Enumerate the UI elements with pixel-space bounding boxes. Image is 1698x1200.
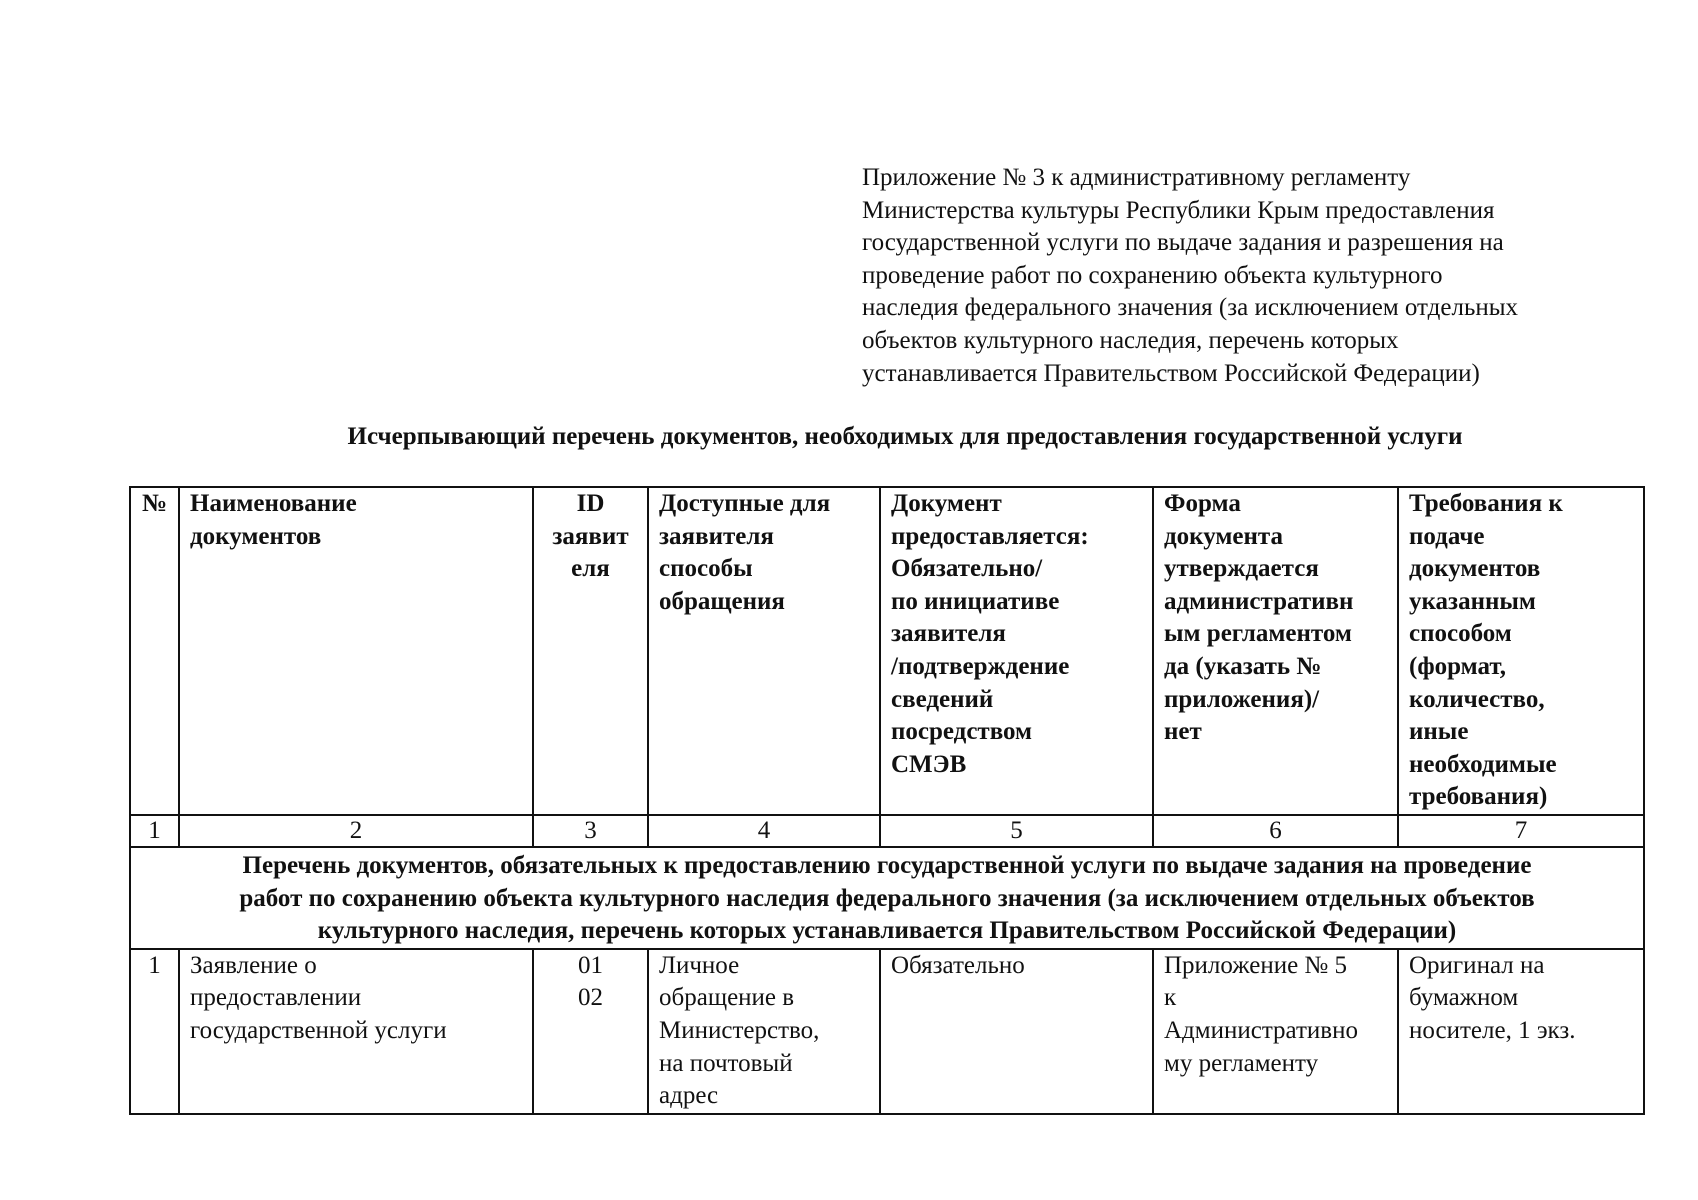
header-line: документа [1164,522,1283,550]
appendix-line: объектов культурного наследия, перечень которых [862,326,1399,354]
applicant-id-cell [533,949,648,1114]
section-title-row [130,847,1644,949]
header-line: Документ [891,490,1002,517]
section-title-line: Перечень документов, обязательных к предоставлению государственной услуги по выдаче задания на проведение [242,851,1532,879]
header-line: документов [1409,555,1541,583]
header-line: № [141,490,168,517]
header-line: Наименование [190,490,357,517]
header-row [130,487,1644,815]
header-line: обращения [659,587,785,615]
header-line: посредством [891,718,1033,746]
documents-table [129,486,1645,1115]
header-line: (формат, [1409,652,1507,680]
header-line: Требования к [1409,490,1563,517]
column-number: 3 [533,815,648,847]
document-name-line: государственной услуги [190,1016,447,1044]
header-line: да (указать № [1164,652,1322,680]
column-number: 4 [648,815,880,847]
column-number: 2 [179,815,533,847]
column-number: 6 [1153,815,1398,847]
header-line: необходимые [1409,750,1557,778]
header-cell-id [533,487,648,815]
requirements-cell [1398,949,1644,1114]
methods-line: адрес [659,1082,719,1110]
header-line: способы [659,555,753,583]
header-line: способом [1409,620,1512,648]
header-line: количество, [1409,685,1545,713]
appendix-line: Министерства культуры Республики Крым предоставления [862,196,1495,224]
document-title: Исчерпывающий перечень документов, необходимых для предоставления государственной услуги [347,423,1463,450]
header-cell-form [1153,487,1398,815]
header-line: ым регламентом [1164,620,1352,648]
section-title-line: работ по сохранению объекта культурного наследия федерального значения (за исключением отдельных объектов [239,884,1535,912]
provision-cell [880,949,1153,1114]
requirements-line: носителе, 1 экз. [1409,1016,1576,1044]
methods-line: Личное [659,951,740,979]
document-name-cell [179,949,533,1114]
header-line: заявителя [891,620,1006,648]
header-line: Доступные для [659,490,831,517]
form-line: Приложение № 5 [1164,951,1348,979]
header-line: административн [1164,587,1354,615]
provision-line: Обязательно [891,951,1025,979]
form-line: му регламенту [1164,1049,1319,1077]
header-line: документов [190,522,322,550]
applicant-id: 02 [578,984,603,1012]
header-line: сведений [891,685,994,713]
table-row [130,949,1644,1114]
header-line: требования) [1409,783,1548,811]
header-line: предоставляется: [891,522,1089,550]
column-number-row [130,815,1644,847]
methods-line: Министерство, [659,1016,820,1044]
requirements-line: бумажном [1409,984,1519,1012]
methods-line: обращение в [659,984,795,1012]
header-line: нет [1164,718,1202,746]
applicant-id: 01 [578,951,603,979]
header-line: заявит [552,522,629,550]
appendix-line: устанавливается Правительством Российской Федерации) [862,359,1480,387]
header-line: Обязательно/ [891,555,1043,583]
header-line: /подтверждение [891,652,1070,680]
form-cell [1153,949,1398,1114]
header-line: СМЭВ [891,750,967,778]
appendix-line: проведение работ по сохранению объекта культурного [862,261,1443,289]
form-line: к [1164,984,1177,1012]
document-name-line: Заявление о [190,951,317,979]
header-cell-provision [880,487,1153,815]
appendix-note [862,162,1662,390]
header-cell-methods [648,487,880,815]
methods-line: на почтовый [659,1049,793,1077]
appendix-line: Приложение № 3 к административному регламенту [862,164,1411,191]
column-number: 5 [880,815,1153,847]
header-line: подаче [1409,522,1485,550]
header-line: указанным [1409,587,1536,615]
section-title-line: культурного наследия, перечень которых устанавливается Правительством Российской Федерации) [317,917,1457,945]
document-name-line: предоставлении [190,984,362,1012]
section-title-cell [130,847,1644,949]
header-line: утверждается [1164,555,1319,583]
column-number: 1 [130,815,179,847]
form-line: Административно [1164,1016,1358,1044]
header-line: иные [1409,718,1469,746]
row-number: 1 [130,949,179,1114]
header-cell-requirements [1398,487,1644,815]
column-number: 7 [1398,815,1644,847]
methods-cell [648,949,880,1114]
header-cell-name [179,487,533,815]
header-line: еля [571,555,610,583]
header-line: Форма [1164,490,1241,517]
header-line: по инициативе [891,587,1060,615]
header-line: приложения)/ [1164,685,1320,713]
header-line: ID [576,490,605,517]
header-cell-number [130,487,179,815]
requirements-line: Оригинал на [1409,951,1545,979]
header-line: заявителя [659,522,774,550]
appendix-line: наследия федерального значения (за исключением отдельных [862,294,1519,322]
appendix-line: государственной услуги по выдаче задания и разрешения на [862,229,1504,257]
